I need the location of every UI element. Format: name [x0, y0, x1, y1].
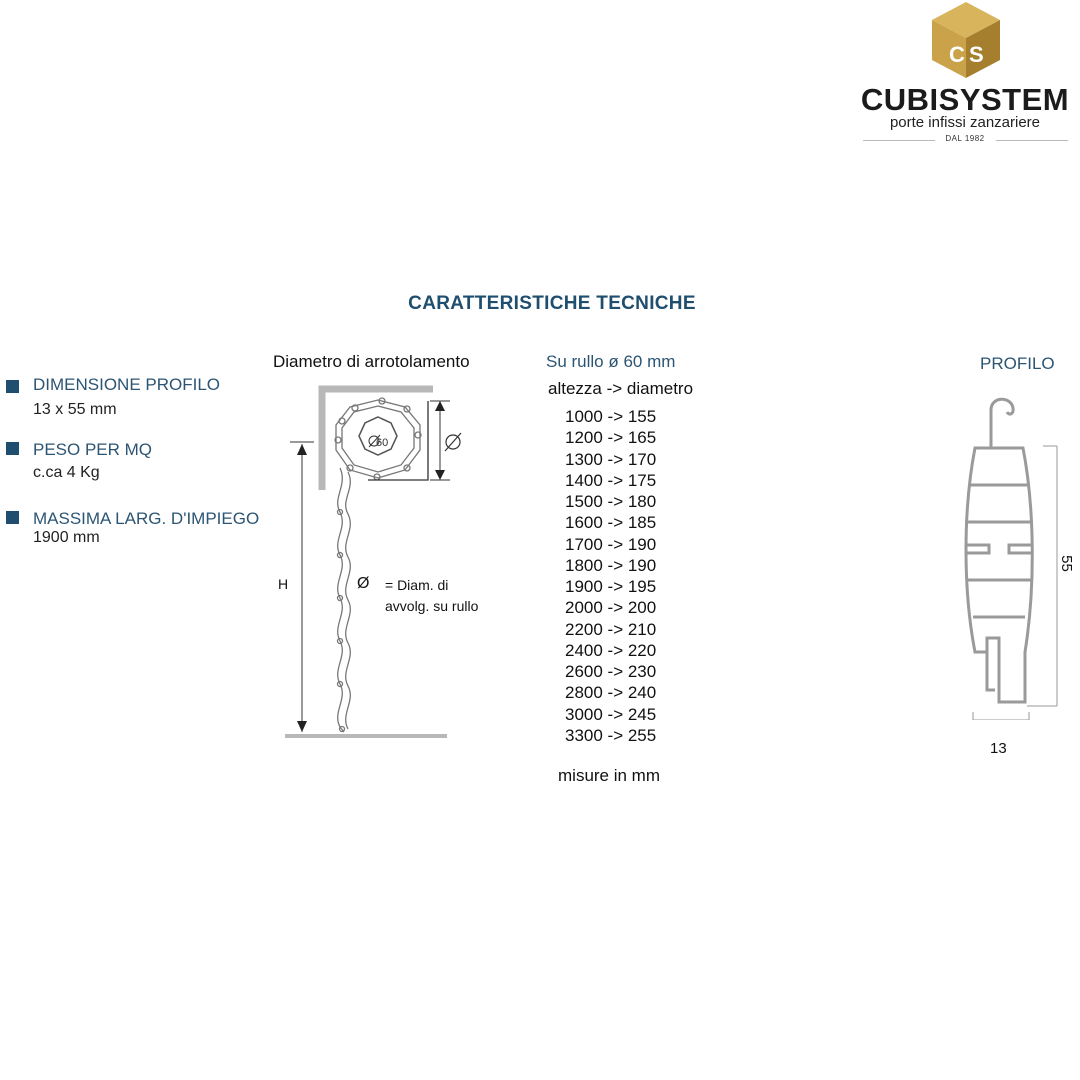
table-row: 2400 -> 220	[565, 640, 657, 660]
bullet-square-icon	[6, 442, 19, 455]
profile-height-label: 55	[1057, 555, 1075, 572]
roll-core-label: 60	[376, 437, 389, 449]
profile-diagram	[955, 390, 1065, 720]
table-row: 2200 -> 210	[565, 619, 657, 639]
table-row: 1700 -> 190	[565, 534, 657, 554]
table-row: 2600 -> 230	[565, 662, 657, 681]
diameter-legend-line1: = Diam. di	[385, 577, 449, 593]
diameter-legend-line2: avvolg. su rullo	[385, 598, 479, 614]
logo-letter-s: S	[969, 42, 984, 67]
table-row: 3000 -> 245	[565, 704, 657, 724]
table-row: 1400 -> 175	[565, 470, 657, 490]
table-row: 1800 -> 190	[565, 555, 657, 575]
spec-label: MASSIMA LARG. D'IMPIEGO	[33, 509, 260, 528]
table-header: altezza -> diametro	[548, 379, 694, 398]
diameter-symbol: Ø	[357, 575, 370, 592]
table-row: 3300 -> 255	[565, 725, 657, 745]
roll-core	[359, 417, 397, 455]
table-title: Su rullo ø 60 mm	[546, 352, 676, 371]
brand-tagline: porte infissi zanzariere	[889, 114, 1041, 131]
spec-label: PESO PER MQ	[33, 440, 153, 459]
brand-name: CUBISYSTEM	[860, 82, 1070, 117]
bullet-square-icon	[6, 511, 19, 524]
table-row: 1300 -> 170	[565, 449, 657, 469]
table-row: 1500 -> 180	[565, 492, 657, 511]
table-row: 1900 -> 195	[565, 577, 657, 596]
spec-value: 1900 mm	[33, 529, 100, 546]
profile-width-label: 13	[990, 740, 1007, 757]
brand-since: DAL 1982	[945, 134, 985, 143]
brand-logo	[858, 0, 1072, 150]
cube-logo-icon	[928, 0, 1004, 80]
table-row: 2000 -> 200	[565, 598, 657, 618]
bullet-square-icon	[6, 380, 19, 393]
height-label: H	[278, 576, 289, 592]
section-title: CARATTERISTICHE TECNICHE	[408, 293, 696, 314]
profile-section	[965, 399, 1033, 702]
spec-value: c.ca 4 Kg	[33, 464, 100, 481]
roll-diagram	[270, 380, 490, 745]
table-note: misure in mm	[558, 766, 661, 785]
table-row: 1600 -> 185	[565, 513, 657, 533]
profile-title: PROFILO	[980, 354, 1055, 373]
table-row: 1200 -> 165	[565, 428, 657, 448]
table-row: 2800 -> 240	[565, 683, 657, 703]
spec-label: DIMENSIONE PROFILO	[33, 375, 221, 394]
spec-value: 13 x 55 mm	[33, 401, 117, 418]
table-row: 1000 -> 155	[565, 407, 657, 426]
hanging-curtain	[338, 468, 351, 732]
logo-letter-c: C	[949, 42, 965, 67]
roll-diagram-title: Diametro di arrotolamento	[273, 352, 470, 371]
table-rows	[565, 406, 656, 746]
